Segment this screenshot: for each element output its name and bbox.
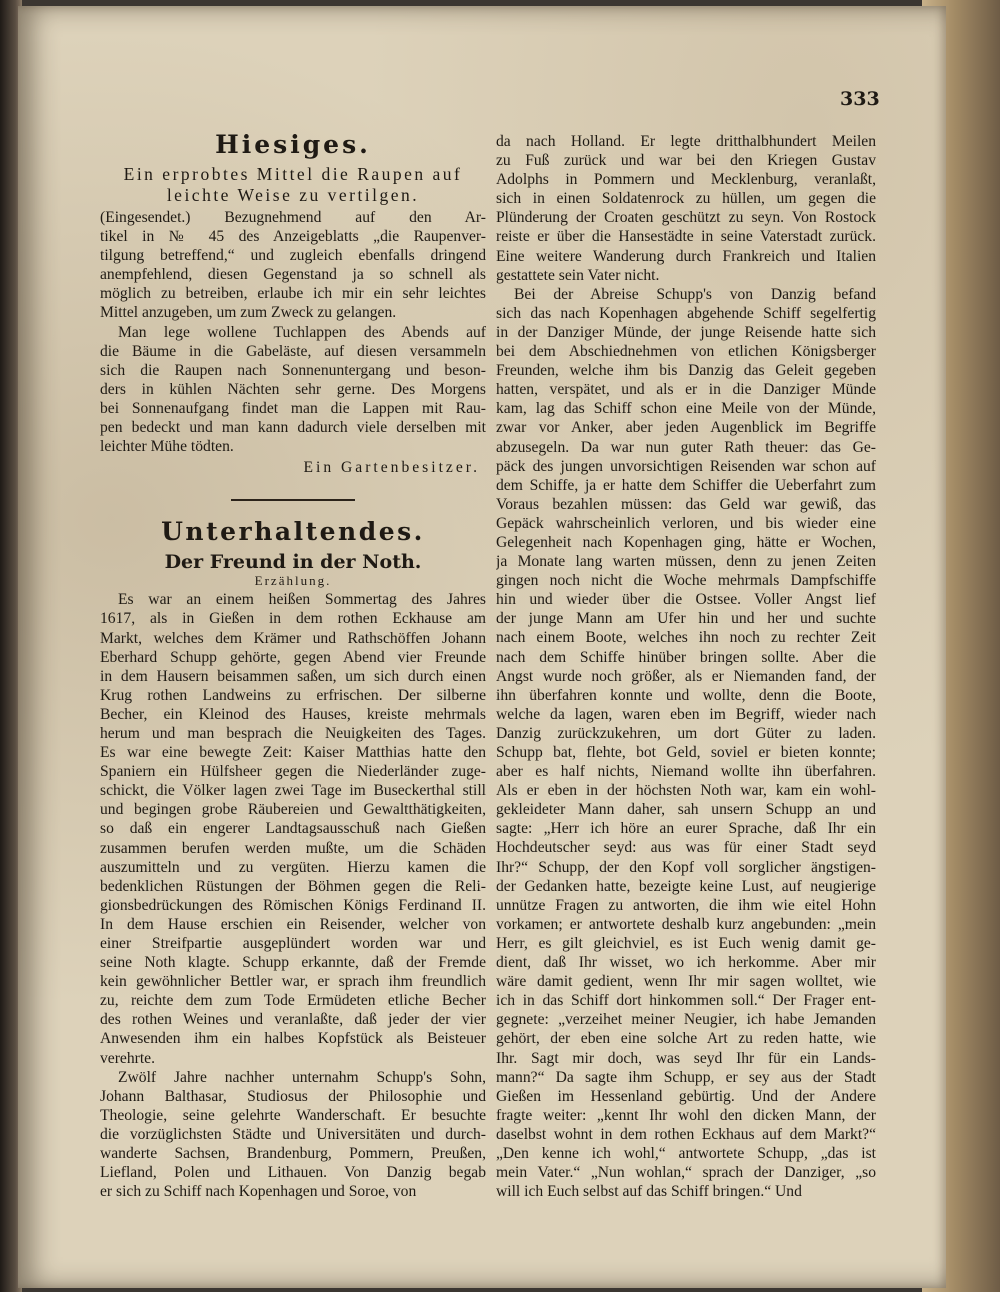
- text-line: und begingen grobe Räubereien und Gewaltthätigkeiten,: [100, 801, 486, 819]
- text-line: gehört, der eben eine solche Art zu reden hatte, wie: [496, 1030, 876, 1048]
- text-line: gestattete sein Vater nicht.: [496, 266, 660, 284]
- text-line: verehrte.: [100, 1049, 155, 1067]
- text-line: bei Sonnenaufgang findet man die Lappen mit Rau-: [100, 399, 486, 417]
- text-line: mein Vater.“ „Nun wohlan,“ sprach der Danziger, „so: [496, 1164, 876, 1182]
- text-line: Hochdeutscher seyd: aus was für einer Stadt seyd: [496, 839, 876, 857]
- text-line: er sich zu Schiff nach Kopenhagen und Soroe, von: [100, 1183, 417, 1201]
- text-line: des rothen Weines und veranlaßte, daß jeder der vier: [100, 1011, 486, 1029]
- text-line: päck des jungen unvorsichtigen Reisenden war schon auf: [496, 457, 876, 475]
- left-column: [100, 124, 486, 1201]
- text-line: anempfehlend, diesen Gegenstand ja so schnell als: [100, 266, 486, 284]
- text-line: gionsbedrückungen des Römischen Königs Ferdinand II.: [100, 896, 486, 914]
- text-line: Freunden, welche ihm bis Danzig das Geleit gegeben: [496, 362, 876, 380]
- text-line: Herr, es gilt gleichviel, es ist Euch wenig damit ge-: [496, 934, 876, 952]
- text-line: hatten, verspätet, und als er in die Danziger Münde: [496, 381, 876, 399]
- text-line: auszumitteln und zu vergüten. Hierzu kamen die: [100, 858, 486, 876]
- text-line: zu, reichte dem zum Tode Ermüdeten etliche Becher: [100, 992, 486, 1010]
- text-line: ders in kühlen Nächten sehr gerne. Des Morgens: [100, 380, 486, 398]
- story-body: [100, 590, 486, 1201]
- text-line: gegnete: „verzeihet meiner Neugier, ich habe Jemanden: [496, 1011, 876, 1029]
- text-line: bedenklichen Rüstungen der Böhmen gegen die Reli-: [100, 877, 486, 895]
- text-line: in der Danziger Münde, der junge Reisende hatte sich: [496, 323, 876, 341]
- text-line: kein gewöhnlicher Bettler war, er sprach ihm freundlich: [100, 973, 486, 991]
- text-line: nach einem Boote, welches ihn noch zu rechter Zeit: [496, 629, 876, 647]
- text-line: sich die Raupen nach Sonnenuntergang und beson-: [100, 361, 486, 379]
- text-line: die vorzüglichsten Städte und Universitäten und durch-: [100, 1125, 486, 1143]
- text-line: bei dem Abschiednehmen von etlichen Königsberger: [496, 343, 876, 361]
- text-line: Angst wurde noch größer, als er Niemanden fand, der: [496, 667, 876, 685]
- text-line: sagte: „Herr ich höre an eurer Sprache, daß Ihr ein: [496, 820, 876, 838]
- text-line: dem Schiffe, ja er hatte dem Schiffer die Ueberfahrt zum: [496, 476, 876, 494]
- text-line: seine Noth klagte. Schupp erkannte, daß der Fremde: [100, 954, 486, 972]
- text-line: sich in einen Soldatenrock zu hüllen, um gegen die: [496, 190, 876, 208]
- text-line: der junge Mann am Ufer hin und her und suchte: [496, 610, 876, 628]
- text-line: möglich zu betreiben, erlaube ich mir ein sehr leichtes: [100, 285, 486, 303]
- text-line: hin und wieder über die Ostsee. Voller Angst lief: [496, 591, 876, 609]
- section-divider: [231, 499, 355, 501]
- text-line: Zwölf Jahre nachher unternahm Schupp's Sohn,: [118, 1068, 486, 1086]
- section-heading-local: Hiesiges.: [215, 130, 371, 159]
- text-line: in dem Hausern beisammen saßen, um sich durch einen: [100, 667, 486, 685]
- text-line: zusammen berufen werden mußte, um die Schäden: [100, 839, 486, 857]
- text-line: Becher, ein Kleinod des Hauses, kreiste mehrmals: [100, 705, 486, 723]
- text-line: welche da lagen, waren eben im Begriff, wieder nach: [496, 705, 876, 723]
- text-line: Theologie, seine gelehrte Wanderschaft. Er besuchte: [100, 1106, 486, 1124]
- text-line: Markt, welches dem Krämer und Rathschöffen Johann: [100, 629, 486, 647]
- text-line: kam, lag das Schiff schon eine Meile von der Münde,: [496, 400, 876, 418]
- text-line: Liefland, Polen und Lithauen. Von Danzig begab: [100, 1164, 486, 1182]
- text-line: Ihr?“ Schupp, der den Kopf voll sorglicher ängstigen-: [496, 858, 876, 876]
- text-line: ihn überfahren konnte und wollte, denn die Boote,: [496, 686, 876, 704]
- story-subtitle: Erzählung.: [254, 573, 332, 589]
- text-line: Bei der Abreise Schupp's von Danzig befand: [514, 285, 876, 303]
- text-line: unnütze Fragen zu antworten, die ihm wie eitel Hohn: [496, 896, 876, 914]
- text-line: (Eingesendet.) Bezugnehmend auf den Ar-: [100, 209, 486, 226]
- text-line: Plünderung der Croaten geschützt zu seyn. Von Rostock: [496, 209, 876, 227]
- text-line: ich in das Schiff dort hinkommen soll.“ Der Frager ent-: [496, 992, 876, 1010]
- text-line: aber es half nichts, Niemand wollte ihn überfahren.: [496, 763, 876, 781]
- text-line: Gelegenheit nach Kopenhagen ging, hätte er Wochen,: [496, 533, 876, 551]
- text-line: zwar vor Anker, aber jeden Augenblick im Begriffe: [496, 419, 876, 437]
- text-line: Mittel anzugeben, um zum Zweck zu gelangen.: [100, 304, 397, 322]
- text-line: Anwesenden ihm ein halbes Kopfstück als Beisteuer: [100, 1030, 486, 1048]
- text-line: dient, daß Ihr wisset, wo ich herkomme. Aber mir: [496, 954, 876, 972]
- text-line: tikel in № 45 des Anzeigeblatts „die Raupenver-: [100, 228, 486, 246]
- text-line: will ich Euch selbst auf das Schiff bringen.“ Und: [496, 1183, 802, 1201]
- section-heading-entertainment: Unterhaltendes.: [161, 517, 425, 547]
- story-title: Der Freund in der Noth.: [164, 551, 422, 574]
- text-line: Ihr. Sagt mir doch, was seyd Ihr für ein Lands-: [496, 1049, 876, 1067]
- text-line: wanderte Sachsen, Brandenburg, Pommern, Preußen,: [100, 1145, 486, 1163]
- text-line: Gießen im Hessenland gebürtig. Und der Andere: [496, 1087, 876, 1105]
- text-line: so daß ein engerer Landtagsausschuß nach Gießen: [100, 820, 486, 838]
- article-signature: Ein Gartenbesitzer.: [303, 459, 480, 477]
- text-line: schickt, die Völker lagen zwei Tage im Buseckerthal still: [100, 782, 486, 800]
- text-line: Es war an einem heißen Sommertag des Jahres: [118, 591, 486, 609]
- text-line: Voraus bezahlen müssen: das Geld war gewiß, das: [496, 495, 876, 513]
- text-line: Adolphs in Pommern und Mecklenburg, veranlaßt,: [496, 171, 876, 189]
- text-line: In dem Hause erschien ein Reisender, welcher von: [100, 915, 486, 933]
- text-line: fragte weiter: „kennt Ihr wohl den dicken Mann, der: [496, 1106, 876, 1124]
- text-line: gingen noch nicht die Woche mehrmals Dampfschiffe: [496, 572, 876, 590]
- text-line: mann?“ Da sagte ihm Schupp, er sey aus der Stadt: [496, 1068, 876, 1086]
- text-line: Johann Balthasar, Studiosus der Philosophie und: [100, 1087, 486, 1105]
- story-continuation: [496, 132, 876, 1201]
- text-line: Krug rothen Landweins zu erfrischen. Der silberne: [100, 686, 486, 704]
- text-line: da nach Holland. Er legte dritthalbhundert Meilen: [496, 133, 876, 150]
- text-line: sich das nach Kopenhagen abgehende Schiff segelfertig: [496, 304, 876, 322]
- article-body: [100, 208, 486, 456]
- right-column: [496, 132, 876, 1201]
- text-line: 1617, als in Gießen in dem rothen Eckhause am: [100, 610, 486, 628]
- text-line: Als er eben in der höchsten Noth war, kam ein wohl-: [496, 782, 876, 800]
- text-line: leichter Mühe tödten.: [100, 438, 234, 456]
- text-line: Eberhard Schupp gehörte, gegen Abend vier Freunde: [100, 648, 486, 666]
- text-line: daselbst wohnt in dem rothen Eckhaus auf dem Markt?“: [496, 1125, 876, 1143]
- text-line: zu Fuß zurück und war bei den Kriegen Gustav: [496, 152, 876, 170]
- text-line: ja Monate lang warten müssen, denn zu jenen Zeiten: [496, 553, 876, 571]
- text-line: Schupp bat, flehte, bot Geld, soviel er bieten konnte;: [496, 744, 876, 761]
- text-line: vorkamen; er antwortete deshalb kurz angebunden: „mein: [496, 915, 876, 933]
- text-line: reiste er über die Hansestädte in seine Vaterstadt zurück.: [496, 228, 876, 246]
- text-line: Gepäck wahrscheinlich verloren, und bis wieder eine: [496, 514, 876, 532]
- text-line: wäre damit gedient, wenn Ihr mir sagen wolltet, wie: [496, 973, 876, 991]
- text-line: einer Streifpartie ausgeplündert worden war und: [100, 935, 486, 952]
- text-line: gekleideter Mann daher, sah unsern Schupp an und: [496, 801, 876, 819]
- text-line: Es war eine bewegte Zeit: Kaiser Matthias hatte den: [100, 744, 486, 762]
- text-line: der Gedanken hatte, bezeigte keine Lust, auf neugierige: [496, 877, 876, 895]
- text-line: Spaniern ein Hülfsheer gegen die Niederländer zuge-: [100, 763, 486, 781]
- text-line: tilgung betreffend,“ und zugleich ebenfalls dringend: [100, 247, 486, 265]
- text-line: pen bedeckt und man kann dadurch viele derselben mit: [100, 419, 486, 437]
- newspaper-page: [18, 6, 946, 1288]
- page-number: 333: [840, 88, 880, 110]
- text-line: Man lege wollene Tuchlappen des Abends auf: [118, 323, 486, 341]
- text-line: „Den kenne ich wohl,“ antwortete Schupp, „das ist: [496, 1144, 876, 1162]
- text-line: herum und man besprach die Neuigkeiten des Tages.: [100, 724, 486, 742]
- article-title-line-2: leichte Weise zu vertilgen.: [166, 185, 420, 205]
- article-title-line-1: Ein erprobtes Mittel die Raupen auf: [123, 164, 463, 184]
- text-line: nach dem Schiffe hinüber bringen sollte. Aber die: [496, 648, 876, 666]
- text-line: Eine weitere Wanderung durch Frankreich und Italien: [496, 247, 876, 265]
- text-line: die Bäume in die Gabeläste, auf diesen versammeln: [100, 342, 486, 360]
- text-line: abzusegeln. Da war nun guter Rath theuer: das Ge-: [496, 438, 876, 456]
- text-line: Danzig zurückzukehren, um dort Güter zu laden.: [496, 724, 876, 742]
